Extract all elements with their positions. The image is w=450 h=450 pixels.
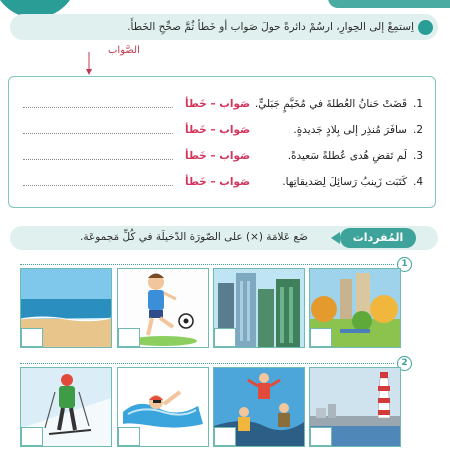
header-tab bbox=[328, 0, 450, 8]
sentence-row bbox=[17, 124, 435, 140]
true-false-box bbox=[8, 76, 436, 208]
answer-checkbox[interactable] bbox=[214, 328, 236, 347]
swimmer-picture[interactable] bbox=[117, 367, 209, 447]
true-false-choice[interactable]: صَواب – خَطأ bbox=[185, 98, 251, 110]
vocab-instruction: ضَع عَلامَة (×) على الصّورَة الدّخيلَة في كُلِّ مَجموعَة. bbox=[80, 231, 308, 243]
badge-arrow bbox=[331, 232, 340, 244]
true-false-choice[interactable]: صَواب – خَطأ bbox=[185, 150, 251, 162]
answer-checkbox[interactable] bbox=[118, 328, 140, 347]
skydivers-picture[interactable] bbox=[213, 367, 305, 447]
boy-football-picture[interactable] bbox=[117, 268, 209, 348]
sentence-text: 1.قَضَتْ حَنانُ العُطلةَ في مُخَيَّمٍ جَبَليٍّ. bbox=[254, 98, 423, 110]
answer-line[interactable] bbox=[23, 107, 173, 108]
bullet-icon bbox=[418, 20, 433, 35]
answer-checkbox[interactable] bbox=[310, 427, 332, 446]
answer-checkbox[interactable] bbox=[214, 427, 236, 446]
example-answer: الصَّواب bbox=[108, 45, 140, 56]
true-false-choice[interactable]: صَواب – خَطأ bbox=[185, 124, 251, 136]
sentence-row bbox=[17, 176, 435, 192]
beach-picture[interactable] bbox=[20, 268, 112, 348]
group-number: 2 bbox=[397, 356, 412, 371]
nature-city-picture[interactable] bbox=[309, 268, 401, 348]
arrow-down-icon bbox=[85, 52, 93, 76]
answer-checkbox[interactable] bbox=[21, 427, 43, 446]
answer-checkbox[interactable] bbox=[21, 328, 43, 347]
sentence-text: 3.لَم تَقضِ هُدى عُطلةً سَعيدةً. bbox=[287, 150, 423, 162]
sentence-text: 2.سافَرَ مُنذِر إلى بِلادٍ جَديدةٍ. bbox=[293, 124, 423, 136]
group-divider bbox=[20, 264, 394, 265]
skier-picture[interactable] bbox=[20, 367, 112, 447]
city-buildings-picture[interactable] bbox=[213, 268, 305, 348]
sentence-row bbox=[17, 150, 435, 166]
sentence-text: 4.كَتَبَت زَينبُ رَسائِلَ لِصَديقاتِها. bbox=[282, 176, 423, 188]
group-divider bbox=[20, 363, 394, 364]
instruction-text: اِستمِعْ إلى الحِوارِ، ارسُمْ دائرةً حولَ صَواب أو خَطأ ثُمَّ صحِّحِ الخَطأَ. bbox=[127, 21, 414, 33]
answer-line[interactable] bbox=[23, 185, 173, 186]
vocab-badge: المُفردات bbox=[340, 228, 416, 248]
instruction-bar bbox=[10, 14, 438, 40]
answer-checkbox[interactable] bbox=[310, 328, 332, 347]
answer-line[interactable] bbox=[23, 159, 173, 160]
sentence-row bbox=[17, 98, 435, 114]
group-number: 1 bbox=[397, 257, 412, 272]
answer-line[interactable] bbox=[23, 133, 173, 134]
true-false-choice[interactable]: صَواب – خَطأ bbox=[185, 176, 251, 188]
lighthouse-picture[interactable] bbox=[309, 367, 401, 447]
answer-checkbox[interactable] bbox=[118, 427, 140, 446]
